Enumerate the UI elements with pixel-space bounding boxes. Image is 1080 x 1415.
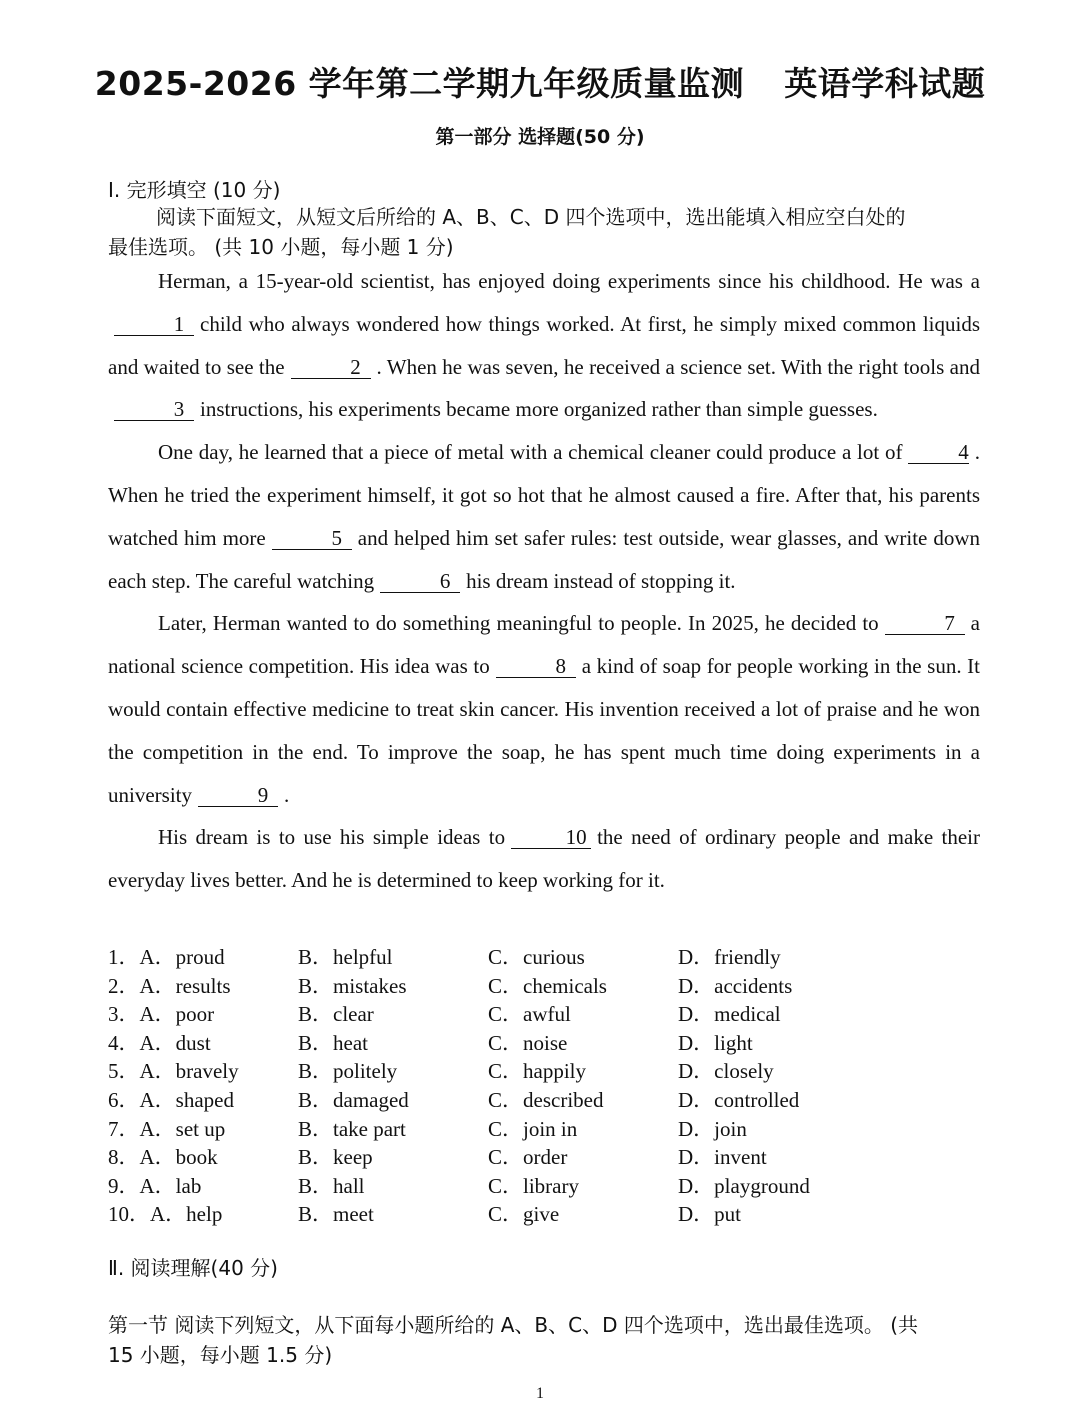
title-main: 2025-2026 学年第二学期九年级质量监测 [94, 64, 745, 103]
passage-paragraph-4 [108, 816, 980, 902]
option-d: D．medical [678, 1002, 781, 1027]
passage-text: One day, he learned that a piece of metal with a chemical cleaner could produce a lot of [158, 440, 903, 465]
blank-6: 6 [380, 570, 460, 593]
section1-instruction-line1: 阅读下面短文，从短文后所给的 A、B、C、D 四个选项中，选出能填入相应空白处的 [156, 205, 906, 229]
blank-1: 1 [114, 313, 194, 336]
blank-7: 7 [885, 612, 965, 635]
option-c: C．give [488, 1202, 560, 1227]
option-a: 7．A．set up [108, 1116, 226, 1141]
option-c: C．library [488, 1173, 579, 1198]
section2-instruction-line1: 第一节 阅读下列短文，从下面每小题所给的 A、B、C、D 四个选项中，选出最佳选项。 (共 [108, 1313, 918, 1337]
option-c: C．awful [488, 1002, 571, 1027]
blank-5: 5 [272, 527, 352, 550]
option-row [108, 943, 988, 972]
passage-paragraph-1 [108, 260, 980, 431]
section1-heading: I. 完形填空 (10 分) [108, 178, 281, 202]
option-c: C．chemicals [488, 973, 607, 998]
option-a: 1．A．proud [108, 945, 225, 969]
option-d: D．closely [678, 1059, 774, 1084]
option-b: B．keep [298, 1145, 373, 1170]
blank-4: 4 [908, 441, 969, 464]
option-row [108, 1143, 988, 1172]
passage-paragraph-3 [108, 602, 980, 816]
blank-10: 10 [511, 826, 591, 849]
option-d: D．invent [678, 1145, 767, 1170]
passage-text: Later, Herman wanted to do something meaningful to people. In 2025, he decided to [158, 611, 879, 636]
option-a: 9．A．lab [108, 1173, 202, 1198]
passage-text: . When he was seven, he received a science set. With the right tools and [376, 354, 980, 379]
option-d: D．accidents [678, 973, 793, 998]
section1-instruction-line2: 最佳选项。 (共 10 小题，每小题 1 分) [108, 235, 454, 259]
passage-text: His dream is to use his simple ideas to [158, 825, 506, 850]
option-a: 3．A．poor [108, 1002, 215, 1027]
option-b: B．mistakes [298, 973, 407, 998]
option-c: C．described [488, 1087, 604, 1112]
option-c: C．curious [488, 945, 585, 969]
option-row [108, 1200, 988, 1229]
option-d: D．controlled [678, 1087, 800, 1112]
option-row [108, 1029, 988, 1058]
blank-3: 3 [114, 398, 194, 421]
option-d: D．light [678, 1030, 753, 1055]
option-row [108, 972, 988, 1001]
section2-heading: Ⅱ. 阅读理解(40 分) [108, 1256, 278, 1280]
option-b: B．heat [298, 1030, 368, 1055]
passage-text: . [284, 782, 290, 807]
page-number: 1 [536, 1385, 544, 1402]
option-row [108, 1172, 988, 1201]
option-c: C．order [488, 1145, 568, 1170]
passage-text: his dream instead of stopping it. [466, 568, 736, 593]
option-d: D．friendly [678, 945, 781, 969]
option-row [108, 1115, 988, 1144]
passage-text: and helped him set safer rules: test outside, wear glasses, and write down each step. The careful watching [108, 525, 980, 593]
section1-instruction [108, 202, 980, 262]
passage-text: . When he tried the experiment himself, it got so hot that he almost caused a fire. After that, his parents watched him more [108, 440, 980, 550]
blank-9: 9 [198, 784, 278, 807]
option-d: D．playground [678, 1173, 810, 1198]
option-row [108, 1057, 988, 1086]
option-b: B．politely [298, 1059, 398, 1084]
option-a: 2．A．results [108, 973, 231, 998]
option-b: B．helpful [298, 945, 393, 969]
passage-paragraph-2 [108, 431, 980, 602]
option-row [108, 1000, 988, 1029]
exam-title [0, 58, 1080, 105]
option-d: D．put [678, 1202, 741, 1227]
part-one-heading: 第一部分 选择题(50 分) [435, 126, 645, 148]
option-d: D．join [678, 1116, 747, 1141]
passage-text: the need of ordinary people and make their everyday lives better. And he is determined to keep working for it. [108, 825, 981, 893]
blank-2: 2 [291, 356, 371, 379]
option-a: 6．A．shaped [108, 1087, 234, 1112]
option-a: 5．A．bravely [108, 1059, 239, 1084]
option-b: B．take part [298, 1116, 406, 1141]
option-c: C．happily [488, 1059, 586, 1084]
passage-text: child who always wondered how things worked. At first, he simply mixed common liquids and waited to see the [108, 311, 980, 379]
option-b: B．clear [298, 1002, 374, 1027]
passage-text: a kind of soap for people working in the sun. It would contain effective medicine to treat skin cancer. His invention received a lot of praise and he won the competition in the end. To improve the soap, he has spent much time doing experiments in a university [108, 654, 981, 807]
option-b: B．damaged [298, 1087, 409, 1112]
blank-8: 8 [496, 655, 576, 678]
option-c: C．join in [488, 1116, 578, 1141]
option-a: 4．A．dust [108, 1030, 211, 1055]
passage-text: instructions, his experiments became more organized rather than simple guesses. [200, 397, 878, 422]
passage-text: Herman, a 15-year-old scientist, has enjoyed doing experiments since his childhood. He was a [158, 269, 980, 293]
title-subject: 英语学科试题 [784, 64, 986, 103]
cloze-passage [108, 260, 980, 902]
option-c: C．noise [488, 1030, 568, 1055]
option-b: B．meet [298, 1202, 374, 1227]
answer-options [108, 943, 988, 1229]
option-row [108, 1086, 988, 1115]
section2-instruction [108, 1310, 980, 1370]
passage-text: a national science competition. His idea was to [108, 611, 980, 679]
option-a: 8．A．book [108, 1145, 218, 1170]
section2-instruction-line2: 15 小题，每小题 1.5 分) [108, 1343, 333, 1367]
option-b: B．hall [298, 1173, 365, 1198]
option-a: 10．A．help [108, 1202, 223, 1227]
